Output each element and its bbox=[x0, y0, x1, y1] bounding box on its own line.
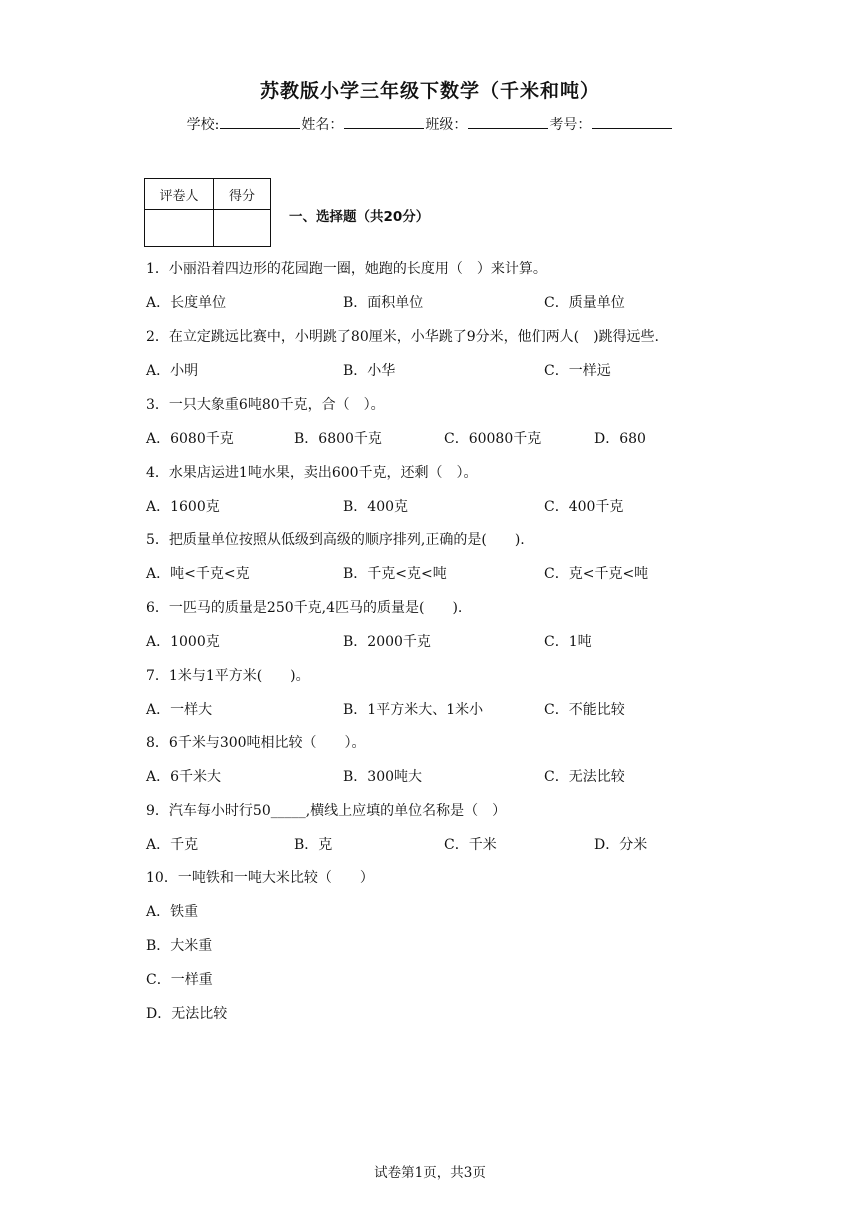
option-5b: B．千克<克<吨 bbox=[343, 566, 447, 582]
grader-cell bbox=[145, 210, 214, 247]
school-blank bbox=[220, 116, 300, 129]
question-2: 2．在立定跳远比赛中，小明跳了80厘米，小华跳了9分米，他们两人( )跳得远些. bbox=[146, 329, 660, 345]
option-1c: C．质量单位 bbox=[544, 295, 625, 311]
option-3c: C．60080千克 bbox=[444, 431, 542, 447]
question-1: 1．小丽沿着四边形的花园跑一圈，她跑的长度用（ ）来计算。 bbox=[146, 261, 547, 277]
option-9b: B．克 bbox=[294, 837, 333, 853]
option-9d: D．分米 bbox=[594, 837, 648, 853]
score-cell bbox=[214, 210, 271, 247]
student-info-line bbox=[0, 114, 860, 134]
option-4c: C．400千克 bbox=[544, 499, 624, 515]
option-8a: A．6千米大 bbox=[146, 769, 222, 785]
option-6c: C．1吨 bbox=[544, 634, 592, 650]
question-5: 5．把质量单位按照从低级到高级的顺序排列,正确的是( ). bbox=[146, 532, 525, 548]
option-7b: B．1平方米大、1米小 bbox=[343, 702, 484, 718]
school-label: 学校: bbox=[186, 117, 220, 133]
option-6b: B．2000千克 bbox=[343, 634, 431, 650]
question-10: 10．一吨铁和一吨大米比较（ ） bbox=[146, 870, 374, 886]
exam-no-blank bbox=[592, 116, 672, 129]
option-4b: B．400克 bbox=[343, 499, 409, 515]
option-9a: A．千克 bbox=[146, 837, 199, 853]
page-footer: 试卷第1页，共3页 bbox=[374, 1165, 486, 1181]
question-3: 3．一只大象重6吨80千克，合（ ）。 bbox=[146, 397, 385, 413]
section-title: 一、选择题（共20分） bbox=[289, 209, 430, 225]
class-label: 班级： bbox=[425, 117, 468, 133]
page-title: 苏教版小学三年级下数学（千米和吨） bbox=[259, 80, 600, 102]
option-2b: B．小华 bbox=[343, 363, 396, 379]
class-blank bbox=[468, 116, 548, 129]
option-8b: B．300吨大 bbox=[343, 769, 423, 785]
grader-header: 评卷人 bbox=[145, 179, 214, 210]
name-blank bbox=[344, 116, 424, 129]
option-7a: A．一样大 bbox=[146, 702, 213, 718]
grader-table bbox=[144, 178, 271, 247]
option-1b: B．面积单位 bbox=[343, 295, 424, 311]
option-6a: A．1000克 bbox=[146, 634, 220, 650]
option-10b: B．大米重 bbox=[146, 938, 213, 954]
option-3a: A．6080千克 bbox=[146, 431, 234, 447]
option-10d: D．无法比较 bbox=[146, 1006, 228, 1022]
question-8: 8．6千米与300吨相比较（ ）。 bbox=[146, 735, 366, 751]
option-2a: A．小明 bbox=[146, 363, 199, 379]
question-6: 6．一匹马的质量是250千克,4匹马的质量是( ). bbox=[146, 600, 463, 616]
option-3b: B．6800千克 bbox=[294, 431, 382, 447]
option-10a: A．铁重 bbox=[146, 904, 199, 920]
option-3d: D．680 bbox=[594, 431, 646, 447]
option-10c: C．一样重 bbox=[146, 972, 213, 988]
name-label: 姓名： bbox=[301, 117, 344, 133]
option-8c: C．无法比较 bbox=[544, 769, 625, 785]
question-9: 9．汽车每小时行50_____,横线上应填的单位名称是（ ） bbox=[146, 803, 507, 819]
question-4: 4．水果店运进1吨水果，卖出600千克，还剩（ ）。 bbox=[146, 465, 478, 481]
option-4a: A．1600克 bbox=[146, 499, 220, 515]
exam-no-label: 考号： bbox=[549, 117, 592, 133]
option-7c: C．不能比较 bbox=[544, 702, 625, 718]
option-1a: A．长度单位 bbox=[146, 295, 227, 311]
option-9c: C．千米 bbox=[444, 837, 497, 853]
option-2c: C．一样远 bbox=[544, 363, 611, 379]
question-7: 7．1米与1平方米( )。 bbox=[146, 668, 310, 684]
option-5c: C．克<千克<吨 bbox=[544, 566, 649, 582]
score-header: 得分 bbox=[214, 179, 271, 210]
option-5a: A．吨<千克<克 bbox=[146, 566, 250, 582]
